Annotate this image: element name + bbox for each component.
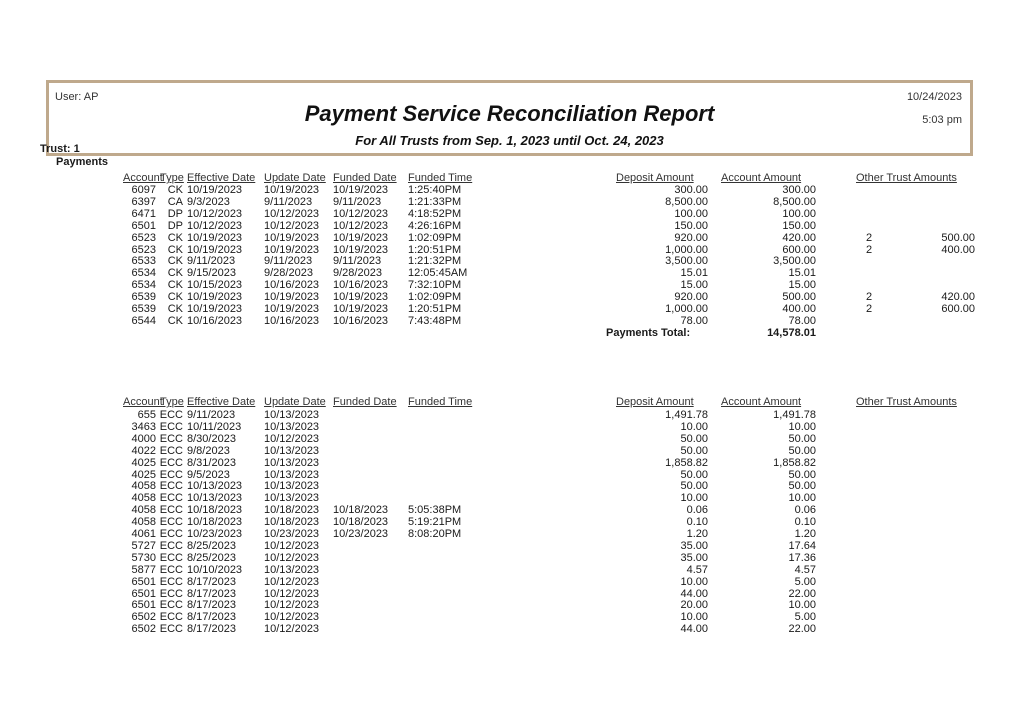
cell-amount: 50.00 xyxy=(788,444,816,457)
cell-time: 12:05:45AM xyxy=(408,267,468,280)
cell-time: 1:20:51PM xyxy=(408,303,462,315)
column-header-effective-date: Effective Date xyxy=(187,396,256,408)
cell-deposit: 920.00 xyxy=(674,291,708,304)
cell-update: 9/28/2023 xyxy=(264,267,313,280)
report-title: Payment Service Reconciliation Report xyxy=(304,101,715,126)
cell-deposit: 1,491.78 xyxy=(665,409,708,421)
cell-effective: 8/17/2023 xyxy=(187,587,236,600)
cell-account: 6501 xyxy=(131,599,156,612)
cell-deposit: 10.00 xyxy=(680,492,708,505)
column-header-other-trust-amounts: Other Trust Amounts xyxy=(856,396,957,408)
trust-label: Trust: 1 xyxy=(40,143,80,155)
cell-type: CK xyxy=(167,184,183,196)
cell-amount: 5.00 xyxy=(794,611,816,624)
cell-amount: 100.00 xyxy=(782,207,816,220)
cell-update: 10/12/2023 xyxy=(264,587,320,600)
cell-type: ECC xyxy=(159,420,183,433)
cell-time: 5:19:21PM xyxy=(408,516,462,529)
cell-effective: 10/12/2023 xyxy=(187,219,243,232)
cell-account: 4022 xyxy=(131,444,156,457)
cell-time: 1:21:33PM xyxy=(408,195,462,208)
cell-amount: 15.01 xyxy=(788,267,816,280)
cell-account: 6533 xyxy=(131,255,156,268)
cell-deposit: 10.00 xyxy=(680,611,708,624)
cell-type: ECC xyxy=(159,551,183,564)
cell-type: ECC xyxy=(159,516,183,529)
cell-deposit: 8,500.00 xyxy=(665,195,708,208)
cell-effective: 8/17/2023 xyxy=(187,599,236,612)
cell-time: 5:05:38PM xyxy=(408,504,462,517)
cell-other-amount: 400.00 xyxy=(941,243,975,256)
cell-update: 10/19/2023 xyxy=(264,184,320,196)
cell-funded: 10/19/2023 xyxy=(333,231,389,244)
cell-deposit: 15.01 xyxy=(680,267,708,280)
cell-amount: 3,500.00 xyxy=(773,255,816,268)
cell-type: ECC xyxy=(159,539,183,552)
cell-update: 10/12/2023 xyxy=(264,611,320,624)
cell-update: 10/12/2023 xyxy=(264,551,320,564)
cell-deposit: 1,000.00 xyxy=(665,303,708,315)
cell-funded: 10/23/2023 xyxy=(333,528,389,540)
cell-type: ECC xyxy=(159,623,183,636)
report-date: 10/24/2023 xyxy=(906,91,962,103)
cell-type: CK xyxy=(167,303,183,315)
cell-effective: 10/19/2023 xyxy=(187,303,243,315)
cell-type: CK xyxy=(167,279,183,292)
report-header xyxy=(46,80,973,156)
cell-amount: 1.20 xyxy=(794,528,816,540)
column-header-funded-date: Funded Date xyxy=(333,172,397,184)
cell-account: 4058 xyxy=(131,504,156,517)
cell-other-amount: 420.00 xyxy=(941,291,975,304)
cell-effective: 10/13/2023 xyxy=(187,480,243,493)
cell-update: 10/19/2023 xyxy=(264,231,320,244)
cell-account: 6523 xyxy=(131,243,156,256)
column-header-effective-date: Effective Date xyxy=(187,172,256,184)
cell-deposit: 50.00 xyxy=(680,468,708,481)
cell-funded: 10/12/2023 xyxy=(333,219,389,232)
report-subtitle: For All Trusts from Sep. 1, 2023 until Oct. 24, 2023 xyxy=(355,133,664,148)
cell-funded: 9/28/2023 xyxy=(333,267,382,280)
cell-effective: 10/19/2023 xyxy=(187,291,243,304)
cell-funded: 10/19/2023 xyxy=(333,291,389,304)
cell-deposit: 50.00 xyxy=(680,432,708,445)
cell-deposit: 35.00 xyxy=(680,551,708,564)
cell-effective: 10/13/2023 xyxy=(187,492,243,505)
cell-amount: 300.00 xyxy=(782,184,816,196)
cell-account: 6502 xyxy=(131,623,156,636)
cell-account: 4058 xyxy=(131,516,156,529)
cell-amount: 50.00 xyxy=(788,480,816,493)
cell-update: 10/13/2023 xyxy=(264,456,320,469)
cell-account: 5877 xyxy=(131,563,156,576)
cell-funded: 10/16/2023 xyxy=(333,314,389,327)
column-header-account: Account xyxy=(123,172,163,184)
cell-deposit: 50.00 xyxy=(680,480,708,493)
cell-deposit: 3,500.00 xyxy=(665,255,708,268)
cell-amount: 15.00 xyxy=(788,279,816,292)
cell-account: 655 xyxy=(137,409,156,421)
cell-type: ECC xyxy=(159,504,183,517)
cell-deposit: 10.00 xyxy=(680,420,708,433)
cell-account: 6523 xyxy=(131,231,156,244)
cell-update: 10/13/2023 xyxy=(264,420,320,433)
cell-update: 10/12/2023 xyxy=(264,575,320,588)
cell-effective: 10/19/2023 xyxy=(187,184,243,196)
payments-total-label: Payments Total: xyxy=(606,327,691,339)
cell-effective: 10/10/2023 xyxy=(187,563,243,576)
cell-time: 1:25:40PM xyxy=(408,184,462,196)
cell-amount: 22.00 xyxy=(788,587,816,600)
cell-funded: 9/11/2023 xyxy=(333,255,382,268)
cell-account: 5730 xyxy=(131,551,156,564)
cell-effective: 8/17/2023 xyxy=(187,611,236,624)
cell-type: ECC xyxy=(159,432,183,445)
cell-account: 4000 xyxy=(131,432,156,445)
cell-type: CK xyxy=(167,267,183,280)
cell-funded: 10/12/2023 xyxy=(333,207,389,220)
cell-time: 7:32:10PM xyxy=(408,279,462,292)
cell-type: CK xyxy=(167,231,183,244)
cell-account: 6544 xyxy=(131,314,156,327)
cell-deposit: 1.20 xyxy=(686,528,708,540)
cell-amount: 400.00 xyxy=(782,303,816,315)
column-header-other-trust-amounts: Other Trust Amounts xyxy=(856,172,957,184)
cell-update: 10/13/2023 xyxy=(264,492,320,505)
cell-update: 10/13/2023 xyxy=(264,480,320,493)
cell-type: ECC xyxy=(159,444,183,457)
cell-time: 1:02:09PM xyxy=(408,231,462,244)
cell-amount: 150.00 xyxy=(782,219,816,232)
cell-amount: 0.10 xyxy=(794,516,816,529)
cell-effective: 9/5/2023 xyxy=(187,468,230,481)
cell-amount: 4.57 xyxy=(794,563,816,576)
cell-type: CA xyxy=(167,195,183,208)
cell-account: 4058 xyxy=(131,492,156,505)
cell-other-trust: 2 xyxy=(866,291,873,304)
cell-effective: 10/23/2023 xyxy=(187,528,243,540)
cell-deposit: 300.00 xyxy=(674,184,708,196)
cell-type: DP xyxy=(167,207,183,220)
cell-deposit: 10.00 xyxy=(680,575,708,588)
cell-amount: 1,858.82 xyxy=(773,456,816,469)
cell-type: CK xyxy=(167,243,183,256)
column-header-funded-time: Funded Time xyxy=(408,396,473,408)
cell-account: 6539 xyxy=(131,303,156,315)
cell-deposit: 44.00 xyxy=(680,623,708,636)
cell-effective: 8/31/2023 xyxy=(187,456,236,469)
column-header-type: Type xyxy=(160,172,184,184)
cell-account: 6397 xyxy=(131,195,156,208)
cell-deposit: 1,858.82 xyxy=(665,456,708,469)
cell-account: 4025 xyxy=(131,456,156,469)
cell-update: 10/18/2023 xyxy=(264,504,320,517)
cell-funded: 9/11/2023 xyxy=(333,195,382,208)
cell-other-trust: 2 xyxy=(866,231,873,244)
cell-account: 6534 xyxy=(131,267,156,280)
cell-amount: 600.00 xyxy=(782,243,816,256)
cell-effective: 10/18/2023 xyxy=(187,516,243,529)
cell-amount: 5.00 xyxy=(794,575,816,588)
cell-type: ECC xyxy=(159,587,183,600)
cell-account: 4025 xyxy=(131,468,156,481)
cell-effective: 10/19/2023 xyxy=(187,231,243,244)
payments-total-value: 14,578.01 xyxy=(767,327,816,339)
cell-other-amount: 500.00 xyxy=(941,231,975,244)
column-header-account: Account xyxy=(123,396,163,408)
cell-type: DP xyxy=(167,219,183,232)
cell-time: 1:02:09PM xyxy=(408,291,462,304)
cell-account: 6539 xyxy=(131,291,156,304)
cell-effective: 8/25/2023 xyxy=(187,551,236,564)
cell-effective: 9/11/2023 xyxy=(187,409,236,421)
cell-amount: 0.06 xyxy=(794,504,816,517)
cell-amount: 22.00 xyxy=(788,623,816,636)
cell-update: 10/12/2023 xyxy=(264,432,320,445)
cell-time: 4:26:16PM xyxy=(408,219,462,232)
column-header-update-date: Update Date xyxy=(264,172,326,184)
cell-type: ECC xyxy=(159,611,183,624)
cell-deposit: 920.00 xyxy=(674,231,708,244)
cell-amount: 50.00 xyxy=(788,468,816,481)
column-header-account-amount: Account Amount xyxy=(721,172,802,184)
cell-type: CK xyxy=(167,291,183,304)
cell-type: ECC xyxy=(159,575,183,588)
column-header-funded-date: Funded Date xyxy=(333,396,397,408)
cell-update: 9/11/2023 xyxy=(264,195,313,208)
cell-effective: 9/11/2023 xyxy=(187,255,236,268)
cell-update: 10/19/2023 xyxy=(264,243,320,256)
cell-account: 6501 xyxy=(131,219,156,232)
cell-amount: 50.00 xyxy=(788,432,816,445)
cell-update: 10/18/2023 xyxy=(264,516,320,529)
cell-account: 6534 xyxy=(131,279,156,292)
cell-deposit: 0.06 xyxy=(686,504,708,517)
cell-funded: 10/18/2023 xyxy=(333,504,389,517)
cell-amount: 10.00 xyxy=(788,492,816,505)
cell-deposit: 44.00 xyxy=(680,587,708,600)
table-row xyxy=(0,315,1024,328)
cell-time: 7:43:48PM xyxy=(408,314,462,327)
cell-other-trust: 2 xyxy=(866,243,873,256)
cell-effective: 9/8/2023 xyxy=(187,444,230,457)
cell-effective: 10/18/2023 xyxy=(187,504,243,517)
cell-account: 4061 xyxy=(131,528,156,540)
cell-deposit: 35.00 xyxy=(680,539,708,552)
cell-update: 9/11/2023 xyxy=(264,255,313,268)
cell-amount: 17.36 xyxy=(788,551,816,564)
cell-update: 10/12/2023 xyxy=(264,539,320,552)
cell-time: 8:08:20PM xyxy=(408,528,462,540)
column-header-funded-time: Funded Time xyxy=(408,172,473,184)
column-header-update-date: Update Date xyxy=(264,396,326,408)
cell-account: 3463 xyxy=(131,420,156,433)
cell-update: 10/12/2023 xyxy=(264,219,320,232)
cell-effective: 8/25/2023 xyxy=(187,539,236,552)
cell-type: CK xyxy=(167,255,183,268)
cell-amount: 78.00 xyxy=(788,314,816,327)
cell-account: 6502 xyxy=(131,611,156,624)
cell-deposit: 0.10 xyxy=(686,516,708,529)
cell-type: ECC xyxy=(159,468,183,481)
cell-deposit: 15.00 xyxy=(680,279,708,292)
cell-update: 10/13/2023 xyxy=(264,409,320,421)
cell-effective: 10/11/2023 xyxy=(187,420,242,433)
cell-amount: 420.00 xyxy=(782,231,816,244)
cell-other-trust: 2 xyxy=(866,303,873,315)
cell-effective: 8/17/2023 xyxy=(187,575,236,588)
cell-funded: 10/19/2023 xyxy=(333,184,389,196)
cell-effective: 8/30/2023 xyxy=(187,432,236,445)
cell-type: ECC xyxy=(159,409,183,421)
cell-deposit: 1,000.00 xyxy=(665,243,708,256)
cell-account: 5727 xyxy=(131,539,156,552)
cell-account: 6501 xyxy=(131,575,156,588)
cell-type: ECC xyxy=(159,599,183,612)
cell-deposit: 50.00 xyxy=(680,444,708,457)
cell-update: 10/13/2023 xyxy=(264,468,320,481)
cell-type: CK xyxy=(167,314,183,327)
user-label: User: AP xyxy=(55,91,99,103)
cell-account: 6097 xyxy=(131,184,156,196)
cell-deposit: 4.57 xyxy=(686,563,708,576)
cell-update: 10/13/2023 xyxy=(264,444,320,457)
cell-deposit: 150.00 xyxy=(674,219,708,232)
cell-amount: 17.64 xyxy=(788,539,816,552)
column-header-type: Type xyxy=(160,396,184,408)
cell-deposit: 20.00 xyxy=(680,599,708,612)
cell-amount: 500.00 xyxy=(782,291,816,304)
table-row xyxy=(0,623,1024,636)
cell-time: 4:18:52PM xyxy=(408,207,462,220)
column-header-deposit-amount: Deposit Amount xyxy=(616,396,694,408)
cell-amount: 1,491.78 xyxy=(773,409,816,421)
cell-type: ECC xyxy=(159,480,183,493)
cell-amount: 10.00 xyxy=(788,420,816,433)
cell-account: 6471 xyxy=(131,207,156,220)
cell-type: ECC xyxy=(159,563,183,576)
cell-update: 10/16/2023 xyxy=(264,314,320,327)
cell-deposit: 78.00 xyxy=(680,314,708,327)
cell-effective: 9/3/2023 xyxy=(187,195,230,208)
cell-type: ECC xyxy=(159,528,183,540)
cell-type: ECC xyxy=(159,456,183,469)
cell-funded: 10/18/2023 xyxy=(333,516,389,529)
column-header-deposit-amount: Deposit Amount xyxy=(616,172,694,184)
cell-funded: 10/19/2023 xyxy=(333,243,389,256)
cell-other-amount: 600.00 xyxy=(941,303,975,315)
cell-update: 10/23/2023 xyxy=(264,528,320,540)
cell-effective: 10/16/2023 xyxy=(187,314,243,327)
cell-time: 1:20:51PM xyxy=(408,243,462,256)
section-label: Payments xyxy=(56,156,108,168)
cell-amount: 10.00 xyxy=(788,599,816,612)
column-header-account-amount: Account Amount xyxy=(721,396,802,408)
cell-update: 10/12/2023 xyxy=(264,599,320,612)
cell-type: ECC xyxy=(159,492,183,505)
cell-effective: 10/19/2023 xyxy=(187,243,243,256)
cell-deposit: 100.00 xyxy=(674,207,708,220)
cell-funded: 10/16/2023 xyxy=(333,279,389,292)
cell-funded: 10/19/2023 xyxy=(333,303,389,315)
cell-amount: 8,500.00 xyxy=(773,195,816,208)
cell-update: 10/13/2023 xyxy=(264,563,320,576)
cell-update: 10/16/2023 xyxy=(264,279,320,292)
cell-update: 10/19/2023 xyxy=(264,303,320,315)
column-header-row xyxy=(0,396,1024,409)
cell-effective: 8/17/2023 xyxy=(187,623,236,636)
report-time: 5:03 pm xyxy=(922,114,962,126)
cell-effective: 10/12/2023 xyxy=(187,207,243,220)
cell-update: 10/19/2023 xyxy=(264,291,320,304)
cell-account: 4058 xyxy=(131,480,156,493)
cell-effective: 9/15/2023 xyxy=(187,267,236,280)
cell-update: 10/12/2023 xyxy=(264,207,320,220)
cell-time: 1:21:32PM xyxy=(408,255,462,268)
cell-effective: 10/15/2023 xyxy=(187,279,243,292)
cell-account: 6501 xyxy=(131,587,156,600)
cell-update: 10/12/2023 xyxy=(264,623,320,636)
